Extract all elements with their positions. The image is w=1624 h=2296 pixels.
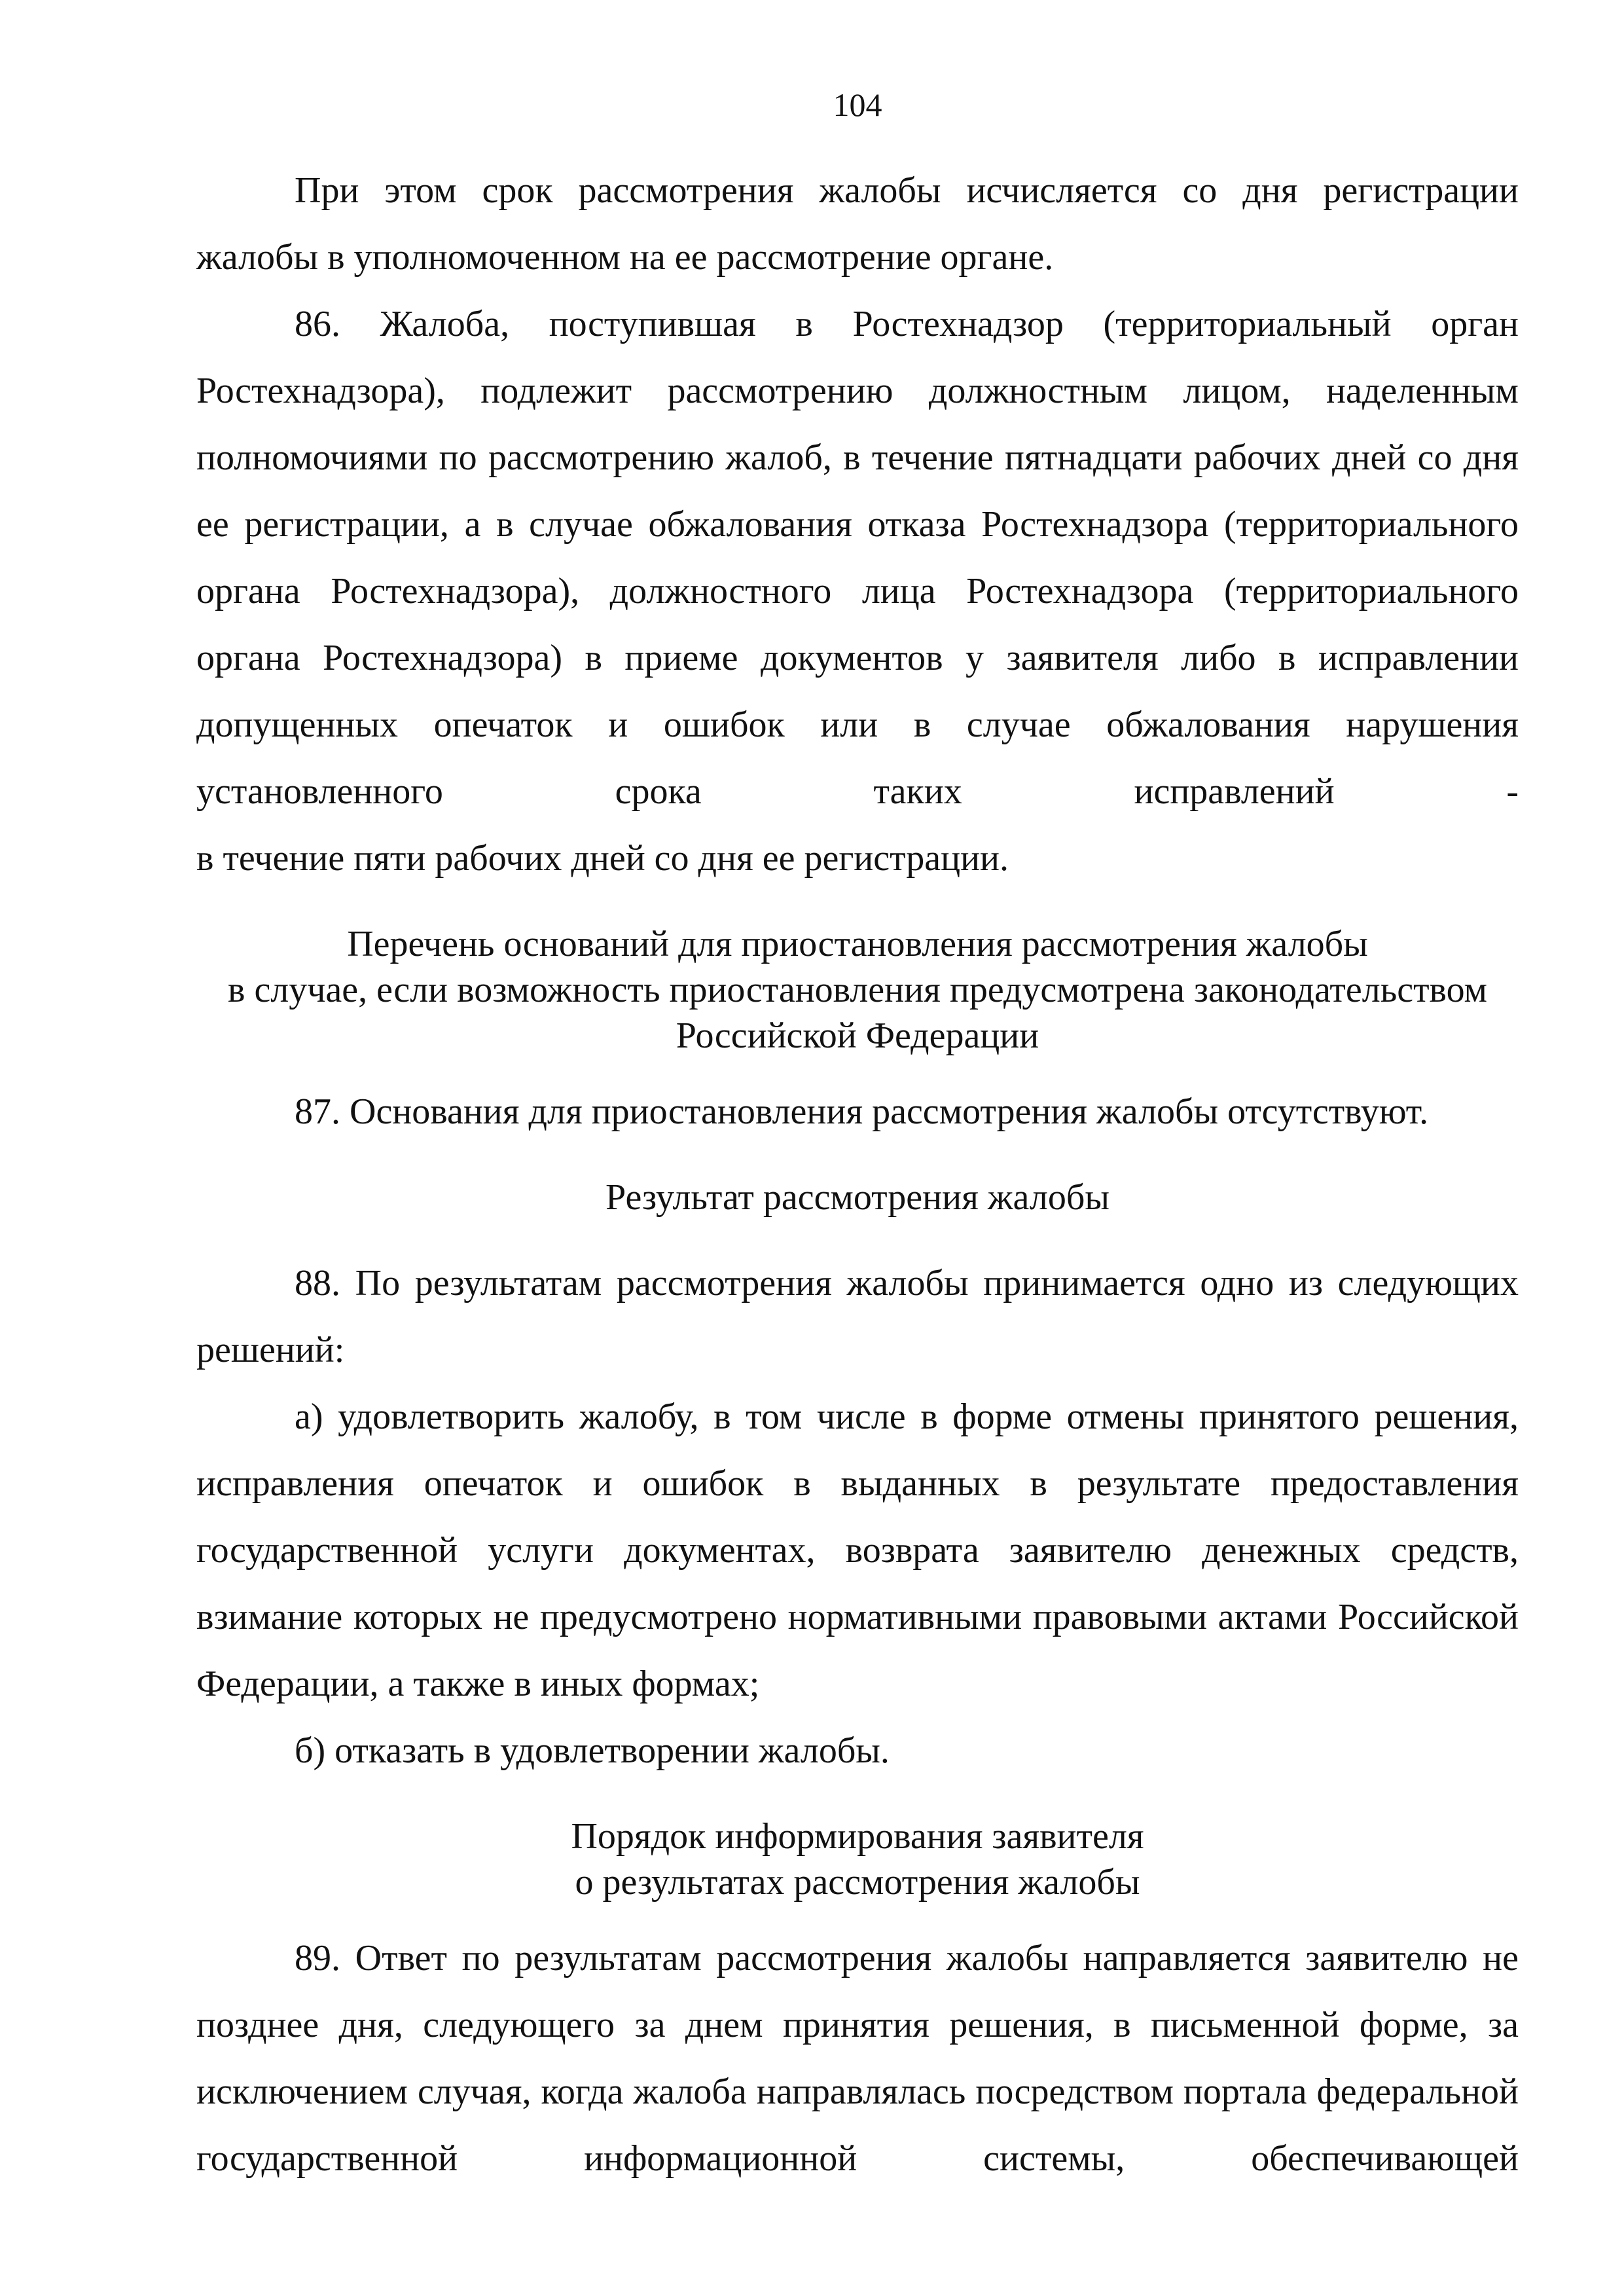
heading-line: Российской Федерации — [676, 1015, 1039, 1056]
paragraph-89: 89. Ответ по результатам рассмотрения жалобы направляется заявителю не позднее дня, следующего за днем принятия решения, в письменной форме, за исключением случая, когда жалоба направлялась посредством портала федеральной государственной информационной системы, обеспечивающей — [196, 1938, 1519, 2179]
paragraph-86-ending: в течение пяти рабочих дней со дня ее регистрации. — [196, 838, 1009, 879]
heading-suspension-grounds — [196, 921, 1519, 1059]
heading-complaint-result — [196, 1175, 1519, 1220]
paragraph-88-b: б) отказать в удовлетворении жалобы. — [295, 1730, 890, 1771]
paragraph-term-start: При этом срок рассмотрения жалобы исчисляется со дня регистрации жалобы в уполномоченном на ее рассмотрение органе. — [196, 170, 1519, 278]
document-body — [196, 157, 1519, 2192]
page-number: 104 — [833, 86, 882, 123]
heading-informing-applicant — [196, 1813, 1519, 1905]
heading-line: в случае, если возможность приостановления предусмотрена законодательством — [228, 970, 1487, 1010]
heading-line: Перечень оснований для приостановления рассмотрения жалобы — [347, 924, 1368, 964]
heading-line: о результатах рассмотрения жалобы — [575, 1862, 1140, 1903]
heading-line: Порядок информирования заявителя — [571, 1816, 1144, 1857]
paragraph-86: 86. Жалоба, поступившая в Ростехнадзор (территориальный орган Ростехнадзора), подлежит рассмотрению должностным лицом, наделенным полномочиями по рассмотрению жалоб, в течение пятнадцати рабочих дней со дня ее регистрации, а в случае обжалования отказа Ростехнадзора (территориального органа Ростехнадзора), должностного лица Ростехнадзора (территориального органа Ростехнадзора) в приеме документов у заявителя либо в исправлении допущенных опечаток и ошибок или в случае обжалования нарушения установленного срока таких исправлений - — [196, 304, 1519, 812]
paragraph-88: 88. По результатам рассмотрения жалобы принимается одно из следующих решений: — [196, 1263, 1519, 1370]
paragraph-87: 87. Основания для приостановления рассмотрения жалобы отсутствуют. — [295, 1091, 1429, 1132]
heading-line: Результат рассмотрения жалобы — [605, 1177, 1110, 1218]
paragraph-88-a: а) удовлетворить жалобу, в том числе в форме отмены принятого решения, исправления опечаток и ошибок в выданных в результате предоставления государственной услуги документах, возврата заявителю денежных средств, взимание которых не предусмотрено нормативными правовыми актами Российской Федерации, а также в иных формах; — [196, 1396, 1519, 1704]
